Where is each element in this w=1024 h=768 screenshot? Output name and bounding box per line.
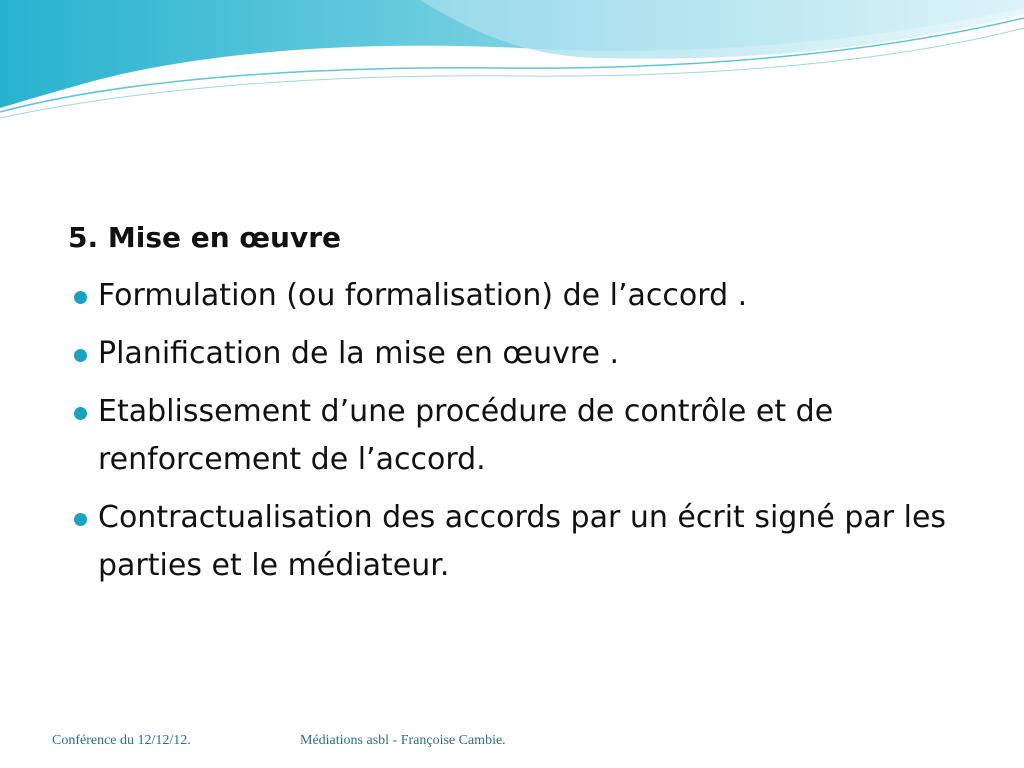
bullet-text: Planification de la mise en œuvre . — [98, 336, 620, 371]
slide-content — [68, 216, 968, 600]
section-heading: 5. Mise en œuvre — [68, 221, 342, 254]
footer-date: Conférence du 12/12/12. — [52, 733, 191, 748]
bullet-list — [68, 272, 968, 590]
bullet-dot-icon — [74, 513, 87, 526]
bullet-item — [68, 272, 968, 320]
bullet-item — [68, 388, 968, 484]
bullet-dot-icon — [74, 407, 87, 420]
bullet-item — [68, 330, 968, 378]
bullet-item — [68, 494, 968, 590]
bullet-dot-icon — [74, 349, 87, 362]
wave-decoration — [0, 0, 1024, 130]
bullet-dot-icon — [74, 291, 87, 304]
bullet-text: Etablissement d’une procédure de contrôle et de renforcement de l’accord. — [98, 394, 834, 477]
bullet-text: Contractualisation des accords par un écrit signé par les parties et le médiateur. — [98, 500, 947, 583]
bullet-text: Formulation (ou formalisation) de l’accord . — [98, 278, 748, 313]
footer-author: Médiations asbl - Françoise Cambie. — [300, 733, 506, 748]
